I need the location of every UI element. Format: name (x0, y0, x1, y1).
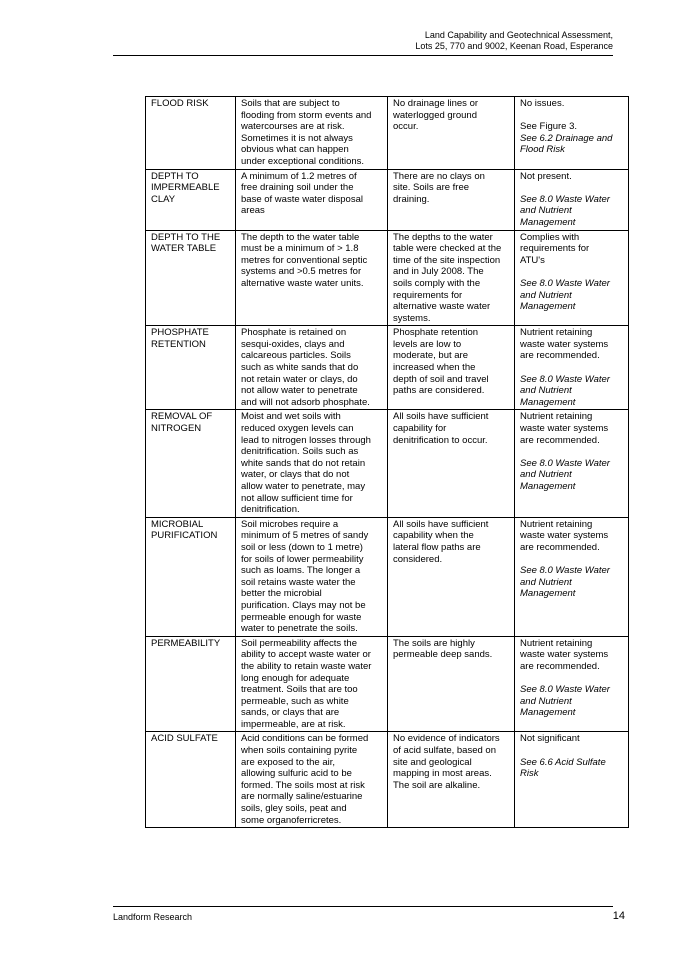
cell-text-line: alternative waste water (393, 301, 491, 313)
cell-text-line: Nutrient retaining (520, 327, 593, 339)
cell-text-line: soils comply with the (393, 277, 481, 289)
description-cell (236, 732, 388, 828)
cell-text-line: There are no clays on (393, 170, 485, 182)
cell-text-line: not allow sufficient time for (241, 492, 353, 504)
cell-text-line: The depth to the water table (241, 231, 360, 243)
factor-cell (146, 517, 236, 636)
cell-text-line: draining. (393, 193, 430, 205)
cell-spacer (520, 554, 624, 566)
cell-text-line: the ability to retain waste water (241, 660, 372, 672)
page-number: 14 (612, 910, 625, 922)
cell-text-line: long enough for adequate (241, 672, 350, 684)
cell-text-line: free draining soil under the (241, 182, 354, 194)
cell-text-line: No evidence of indicators (393, 733, 500, 745)
cell-text-line: must be a minimum of > 1.8 (241, 243, 359, 255)
cell-text-line: FLOOD RISK (151, 98, 209, 109)
description-cell (236, 97, 388, 170)
cell-text-line: soil or less (down to 1 metre) (241, 541, 363, 553)
land-capability-table (145, 96, 629, 828)
cell-text-line: Nutrient retaining (520, 518, 593, 530)
cell-text-line: soils, gley soils, peat and (241, 803, 347, 815)
cell-text-line: Management (520, 481, 576, 492)
cell-text-line: site and geological (393, 756, 472, 768)
comment-cell (515, 636, 629, 732)
header-rule (113, 55, 613, 56)
cell-text-line: metres for conventional septic (241, 254, 368, 266)
cell-text-line: occur. (393, 121, 419, 133)
cell-text-line: Phosphate retention (393, 327, 479, 339)
cell-text-line: are recommended. (520, 350, 600, 362)
cell-text-line: Soil permeability affects the (241, 637, 357, 649)
cell-text-line: permeable enough for waste (241, 611, 362, 623)
cell-text-line: Phosphate is retained on (241, 327, 347, 339)
cell-text-line: capability when the (393, 530, 474, 542)
cell-text-line: are exposed to the air, (241, 756, 336, 768)
description-cell (236, 636, 388, 732)
table-body (146, 97, 629, 828)
cell-text-line: REMOVAL OF (151, 411, 213, 423)
cell-text-line: See 8.0 Waste Water (520, 684, 610, 696)
cell-text-line: lateral flow paths are (393, 541, 481, 553)
description-cell (236, 169, 388, 230)
cell-text-line: RETENTION (151, 338, 206, 350)
cell-text-line: NITROGEN (151, 423, 202, 435)
cell-text-line: See 6.6 Acid Sulfate (520, 756, 606, 768)
cell-text-line: PERMEABILITY (151, 637, 221, 649)
cell-text-line: moderate, but are (393, 350, 468, 362)
cell-text-line: Management (520, 216, 576, 228)
page-header (415, 30, 613, 52)
cell-text-line: waterlogged ground (393, 109, 477, 121)
cell-text-line: not allow water to penetrate (241, 385, 358, 397)
site-assessment-cell (388, 732, 515, 828)
cell-text-line: ACID SULFATE (151, 733, 218, 745)
cell-text-line: alternative waste water units. (241, 277, 364, 289)
site-assessment-cell (388, 169, 515, 230)
cell-spacer (520, 362, 624, 374)
cell-text-line: and Nutrient (520, 576, 572, 588)
footer-organisation: Landform Research (113, 912, 193, 922)
cell-text-line: are recommended. (520, 541, 600, 553)
cell-text-line: denitrification. Soils such as (241, 446, 359, 458)
cell-text-line: paths are considered. (393, 385, 485, 397)
cell-text-line: impermeable, are at risk. (241, 718, 346, 730)
comment-cell (515, 410, 629, 517)
cell-text-line: No issues. (520, 98, 565, 109)
table-row (146, 326, 629, 410)
cell-text-line: requirements for (520, 243, 590, 255)
cell-text-line: and Nutrient (520, 469, 572, 481)
footer-rule (113, 906, 613, 907)
cell-text-line: All soils have sufficient (393, 518, 489, 530)
cell-text-line: See 8.0 Waste Water (520, 565, 610, 577)
cell-text-line: and Nutrient (520, 205, 572, 217)
comment-cell (515, 97, 629, 170)
cell-text-line: See 8.0 Waste Water (520, 457, 610, 469)
cell-text-line: Management (520, 588, 576, 600)
cell-text-line: base of waste water disposal (241, 193, 363, 205)
table-row (146, 97, 629, 170)
cell-text-line: minimum of 5 metres of sandy (241, 530, 369, 542)
cell-text-line: when soils containing pyrite (241, 745, 358, 757)
comment-cell (515, 517, 629, 636)
factor-cell (146, 230, 236, 326)
cell-text-line: of acid sulfate, based on (393, 745, 496, 757)
cell-text-line: The soil are alkaline. (393, 779, 481, 791)
comment-cell (515, 169, 629, 230)
table-row (146, 410, 629, 517)
cell-text-line: better the microbial (241, 588, 322, 600)
cell-text-line: Management (520, 301, 576, 313)
factor-cell (146, 636, 236, 732)
site-assessment-cell (388, 230, 515, 326)
cell-text-line: The soils are highly (393, 637, 475, 649)
factor-cell (146, 97, 236, 170)
cell-text-line: Soil microbes require a (241, 518, 339, 530)
cell-text-line: Sometimes it is not always (241, 132, 353, 144)
cell-text-line: flooding from storm events and (241, 109, 372, 121)
cell-text-line: areas (241, 205, 265, 217)
cell-text-line: The depths to the water (393, 231, 493, 243)
cell-text-line: Acid conditions can be formed (241, 733, 369, 745)
site-assessment-cell (388, 97, 515, 170)
cell-text-line: ability to accept waste water or (241, 649, 371, 661)
cell-spacer (520, 110, 624, 122)
cell-text-line: Moist and wet soils with (241, 411, 341, 423)
cell-text-line: denitrification. (241, 504, 300, 516)
cell-text-line: Management (520, 707, 576, 719)
cell-text-line: Risk (520, 768, 539, 780)
cell-text-line: obvious what can happen (241, 144, 349, 156)
cell-text-line: not retain water or clays, do (241, 373, 358, 385)
cell-text-line: CLAY (151, 193, 176, 205)
cell-text-line: levels are low to (393, 338, 462, 350)
cell-text-line: and Nutrient (520, 695, 572, 707)
comment-cell (515, 326, 629, 410)
cell-text-line: See 8.0 Waste Water (520, 277, 610, 289)
cell-text-line: such as white sands that do (241, 362, 359, 374)
cell-text-line: DEPTH TO THE (151, 231, 221, 243)
cell-text-line: and Nutrient (520, 289, 572, 301)
cell-text-line: such as loams. The longer a (241, 565, 361, 577)
cell-text-line: water to penetrate the soils. (241, 623, 358, 635)
cell-text-line: Nutrient retaining (520, 637, 593, 649)
cell-text-line: PURIFICATION (151, 530, 218, 542)
cell-text-line: waste water systems (520, 530, 609, 542)
cell-text-line: PHOSPHATE (151, 327, 209, 339)
site-assessment-cell (388, 636, 515, 732)
cell-text-line: and Nutrient (520, 385, 572, 397)
cell-text-line: Not present. (520, 170, 572, 182)
cell-text-line: allowing sulfuric acid to be (241, 768, 352, 780)
cell-text-line: No drainage lines or (393, 98, 479, 109)
comment-cell (515, 732, 629, 828)
cell-text-line: some organoferricretes. (241, 814, 342, 826)
cell-text-line: are recommended. (520, 434, 600, 446)
cell-text-line: All soils have sufficient (393, 411, 489, 423)
cell-text-line: requirements for (393, 289, 463, 301)
cell-text-line: waste water systems (520, 649, 609, 661)
table-row (146, 230, 629, 326)
cell-text-line: calcareous particles. Soils (241, 350, 351, 362)
cell-text-line: Not significant (520, 733, 580, 745)
cell-spacer (520, 266, 624, 278)
description-cell (236, 410, 388, 517)
cell-text-line: increased when the (393, 362, 476, 374)
header-title-line-1: Land Capability and Geotechnical Assessment, (424, 30, 613, 40)
cell-text-line: formed. The soils most at risk (241, 779, 365, 791)
site-assessment-cell (388, 326, 515, 410)
cell-spacer (520, 673, 624, 685)
table-row (146, 636, 629, 732)
cell-text-line: watercourses are at risk. (241, 121, 345, 133)
cell-text-line: are recommended. (520, 660, 600, 672)
cell-text-line: MICROBIAL (151, 518, 204, 530)
cell-text-line: waste water systems (520, 423, 609, 435)
cell-text-line: allow water to penetrate, may (241, 481, 366, 492)
cell-text-line: and in July 2008. The (393, 266, 484, 278)
cell-text-line: permeable deep sands. (393, 649, 493, 661)
cell-text-line: time of the site inspection (393, 254, 501, 266)
description-cell (236, 230, 388, 326)
cell-spacer (520, 182, 624, 194)
cell-text-line: soil retains waste water the (241, 576, 356, 588)
cell-text-line: Flood Risk (520, 144, 565, 156)
cell-text-line: Soils that are subject to (241, 98, 340, 109)
cell-text-line: sands, or clays that are (241, 707, 340, 719)
cell-text-line: See 8.0 Waste Water (520, 373, 610, 385)
cell-text-line: denitrification to occur. (393, 434, 488, 446)
site-assessment-cell (388, 410, 515, 517)
cell-text-line: Nutrient retaining (520, 411, 593, 423)
cell-text-line: DEPTH TO (151, 170, 199, 182)
cell-text-line: ATU's (520, 254, 545, 266)
cell-text-line: permeable, such as white (241, 695, 349, 707)
cell-text-line: Management (520, 396, 576, 408)
cell-text-line: treatment. Soils that are too (241, 684, 358, 696)
table-row (146, 169, 629, 230)
cell-text-line: sesqui-oxides, clays and (241, 338, 345, 350)
table-row (146, 732, 629, 828)
cell-text-line: See Figure 3. (520, 121, 578, 133)
cell-spacer (520, 446, 624, 458)
factor-cell (146, 410, 236, 517)
cell-text-line: See 8.0 Waste Water (520, 193, 610, 205)
cell-text-line: considered. (393, 553, 443, 565)
description-cell (236, 517, 388, 636)
cell-spacer (520, 745, 624, 757)
cell-text-line: water, or clays that do not (241, 469, 350, 481)
cell-text-line: systems and >0.5 metres for (241, 266, 362, 278)
cell-text-line: under exceptional conditions. (241, 155, 365, 167)
cell-text-line: waste water systems (520, 338, 609, 350)
cell-text-line: WATER TABLE (151, 243, 217, 255)
cell-text-line: mapping in most areas. (393, 768, 492, 780)
table-row (146, 517, 629, 636)
cell-text-line: See 6.2 Drainage and (520, 132, 613, 144)
cell-text-line: capability for (393, 423, 447, 435)
cell-text-line: site. Soils are free (393, 182, 470, 194)
cell-text-line: depth of soil and travel (393, 373, 489, 385)
cell-text-line: white sands that do not retain (241, 457, 366, 469)
factor-cell (146, 326, 236, 410)
factor-cell (146, 732, 236, 828)
cell-text-line: A minimum of 1.2 metres of (241, 170, 357, 182)
cell-text-line: and will not adsorb phosphate. (241, 396, 370, 408)
factor-cell (146, 169, 236, 230)
cell-text-line: purification. Clays may not be (241, 599, 366, 611)
cell-text-line: for soils of lower permeability (241, 553, 364, 565)
cell-text-line: reduced oxygen levels can (241, 423, 354, 435)
cell-text-line: lead to nitrogen losses through (241, 434, 371, 446)
site-assessment-cell (388, 517, 515, 636)
cell-text-line: table were checked at the (393, 243, 502, 255)
cell-text-line: IMPERMEABLE (151, 182, 220, 194)
cell-text-line: Complies with (520, 231, 580, 243)
description-cell (236, 326, 388, 410)
header-title-line-2: Lots 25, 770 and 9002, Keenan Road, Esperance (415, 41, 613, 51)
cell-text-line: are normally saline/estuarine (241, 791, 363, 803)
cell-text-line: systems. (393, 312, 431, 324)
comment-cell (515, 230, 629, 326)
